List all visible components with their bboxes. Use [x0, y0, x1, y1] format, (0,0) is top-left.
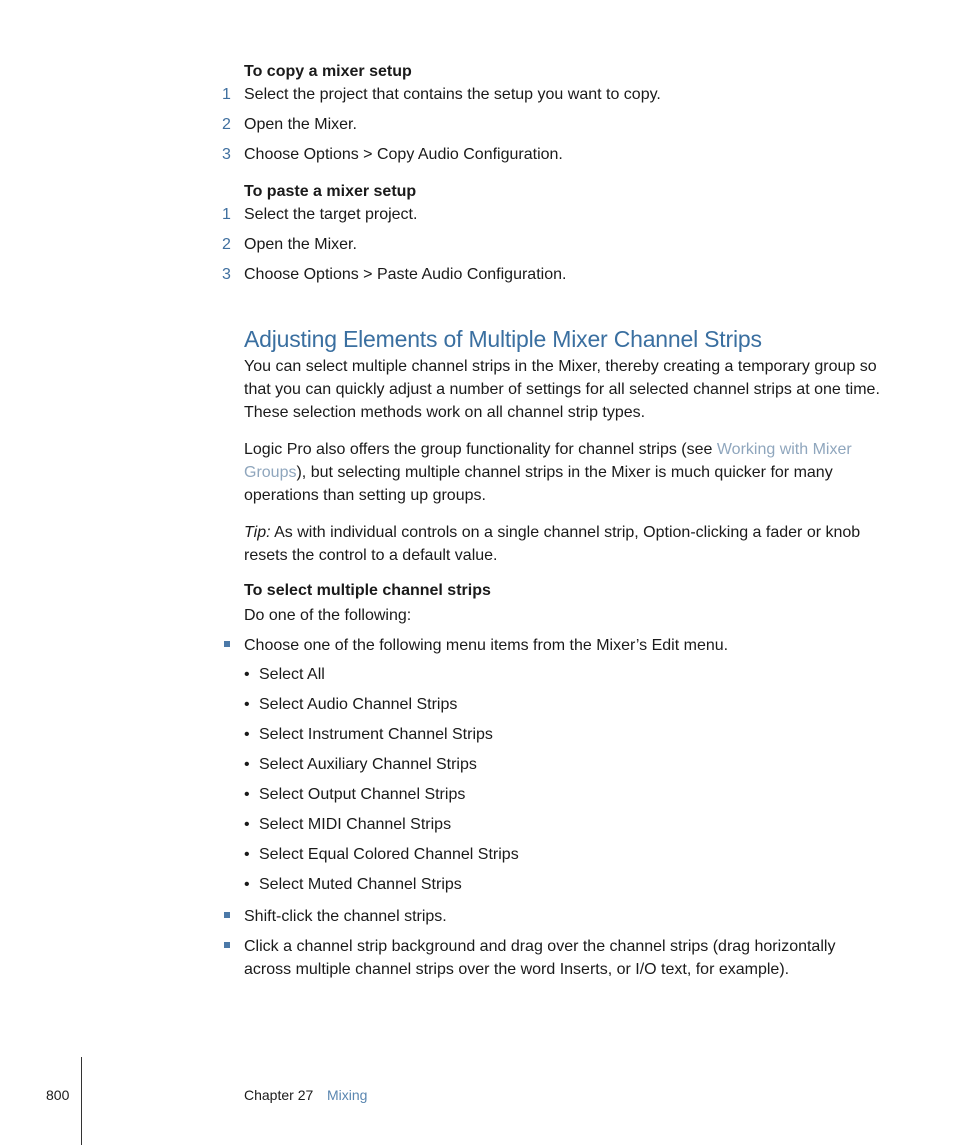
step-number: 1: [222, 86, 231, 103]
paste-step-1: [222, 206, 882, 228]
step-number: 3: [222, 266, 231, 283]
footer-divider: [81, 1057, 82, 1145]
step-number: 2: [222, 236, 231, 253]
footer-chapter: Chapter 27: [244, 1087, 314, 1103]
paragraph-text: Logic Pro also offers the group functionality for channel strips (see: [244, 441, 717, 458]
menu-item-text: Select Muted Channel Strips: [259, 876, 462, 893]
step-text: Open the Mixer.: [244, 236, 357, 253]
footer-section-link[interactable]: Mixing: [327, 1087, 368, 1103]
bullet-icon: •: [244, 846, 250, 863]
step-number: 1: [222, 206, 231, 223]
menu-item-text: Select Instrument Channel Strips: [259, 726, 493, 743]
paste-step-2: [222, 236, 882, 258]
copy-step-3: [222, 146, 882, 168]
menu-item-text: Select MIDI Channel Strips: [259, 816, 452, 833]
menu-item-text: Select Output Channel Strips: [259, 786, 466, 803]
step-text: Select the project that contains the setup you want to copy.: [244, 86, 661, 103]
paste-step-3: [222, 266, 882, 288]
tip-text: As with individual controls on a single channel strip, Option-clicking a fader or knob resets the control to a default value.: [244, 524, 861, 564]
menu-item-text: Select All: [259, 666, 325, 683]
bullet-icon: •: [244, 666, 250, 683]
square-bullet-icon: [224, 641, 230, 647]
select-strips-heading: To select multiple channel strips: [244, 582, 491, 599]
intro-paragraph: You can select multiple channel strips in the Mixer, thereby creating a temporary group so that you can quickly adjust a number of settings for all selected channel strips at one time. These selection methods work on all channel strip types.: [244, 358, 880, 421]
step-text: Choose Options > Copy Audio Configuration.: [244, 146, 563, 163]
paragraph-text: ), but selecting multiple channel strips in the Mixer is much quicker for many operations than setting up groups.: [244, 464, 833, 504]
copy-step-1: [222, 86, 882, 108]
option-text: Choose one of the following menu items from the Mixer’s Edit menu.: [244, 637, 729, 654]
bullet-icon: •: [244, 876, 250, 893]
tip-label: Tip:: [244, 524, 271, 541]
bullet-icon: •: [244, 696, 250, 713]
working-with-mixer-groups-link[interactable]: Working with Mixer Groups: [244, 441, 852, 481]
copy-step-2: [222, 116, 882, 138]
square-bullet-icon: [224, 942, 230, 948]
page-number: 800: [46, 1087, 70, 1103]
square-bullet-icon: [224, 912, 230, 918]
menu-item-text: Select Auxiliary Channel Strips: [259, 756, 477, 773]
option-text: Shift-click the channel strips.: [244, 908, 447, 925]
option-text: Click a channel strip background and drag over the channel strips (drag horizontally across multiple channel strips over the word Inserts, or I/O text, for example).: [244, 938, 836, 978]
bullet-icon: •: [244, 756, 250, 773]
step-text: Choose Options > Paste Audio Configuration.: [244, 266, 567, 283]
step-text: Open the Mixer.: [244, 116, 357, 133]
step-number: 3: [222, 146, 231, 163]
paste-setup-heading: To paste a mixer setup: [244, 183, 417, 200]
bullet-icon: •: [244, 786, 250, 803]
bullet-icon: •: [244, 726, 250, 743]
step-text: Select the target project.: [244, 206, 418, 223]
copy-setup-heading: To copy a mixer setup: [244, 63, 412, 80]
select-intro: Do one of the following:: [244, 607, 412, 624]
step-number: 2: [222, 116, 231, 133]
menu-item-text: Select Audio Channel Strips: [259, 696, 458, 713]
groups-paragraph: [244, 438, 880, 507]
tip-paragraph: [244, 521, 880, 567]
menu-item-text: Select Equal Colored Channel Strips: [259, 846, 519, 863]
bullet-icon: •: [244, 816, 250, 833]
section-title: Adjusting Elements of Multiple Mixer Channel Strips: [244, 326, 762, 352]
